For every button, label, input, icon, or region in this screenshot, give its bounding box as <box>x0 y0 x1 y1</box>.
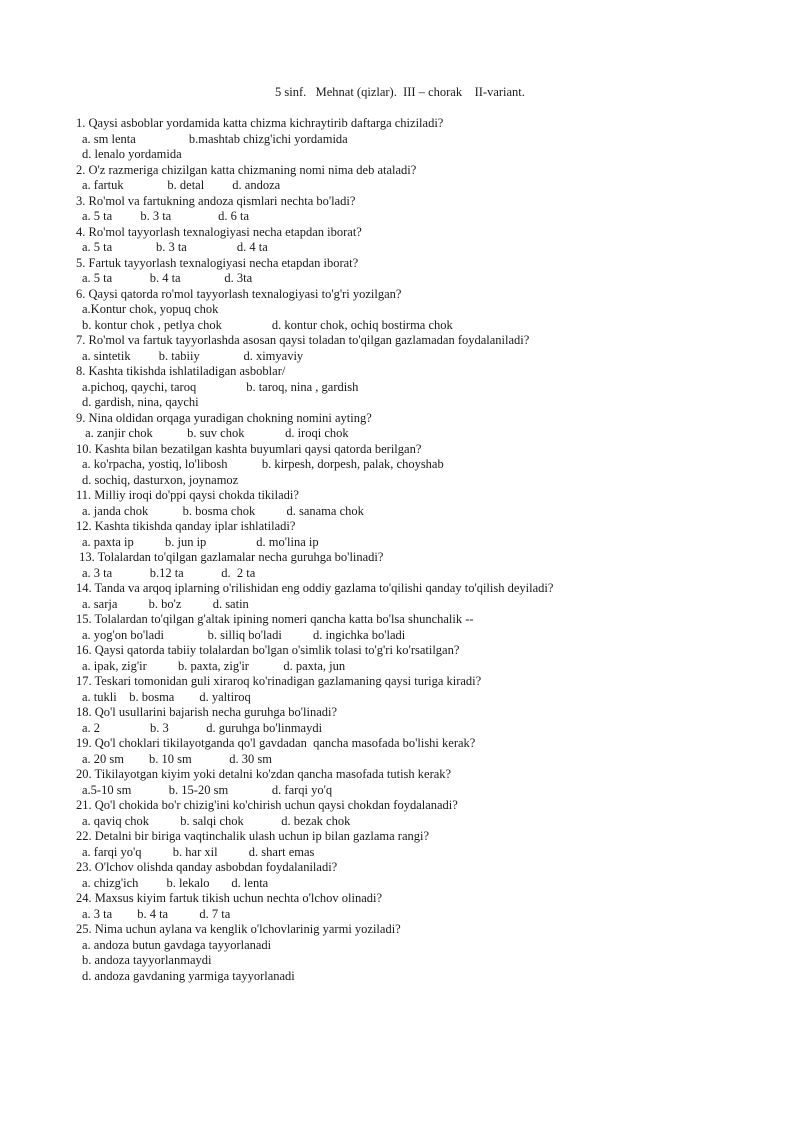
question-text: 21. Qo'l chokida bo'r chizig'ini ko'chirish uchun qaysi chokdan foydalanadi? <box>76 798 458 812</box>
question-text: 25. Nima uchun aylana va kenglik o'lchovlarinig yarmi yoziladi? <box>76 922 401 936</box>
question-text: 18. Qo'l usullarini bajarish necha guruhga bo'linadi? <box>76 705 338 719</box>
question-text: 3. Ro'mol va fartukning andoza qismlari nechta bo'ladi? <box>76 193 356 208</box>
answer-options: b. andoza tayyorlanmaydi <box>82 953 212 967</box>
answer-options: a. 5 ta b. 3 ta d. 4 ta <box>82 240 268 254</box>
answer-options: b. kontur chok , petlya chok d. kontur chok, ochiq bostirma chok <box>82 317 453 332</box>
answer-options: a. qaviq chok b. salqi chok d. bezak chok <box>82 813 351 828</box>
answer-options: d. gardish, nina, qaychi <box>82 395 199 409</box>
question-text: 10. Kashta bilan bezatilgan kashta buyumlari qaysi qatorda berilgan? <box>76 441 422 456</box>
answer-options: d. andoza gavdaning yarmiga tayyorlanadi <box>82 968 295 983</box>
answer-options: a. 3 ta b. 4 ta d. 7 ta <box>82 906 231 921</box>
answer-options: a. 20 sm b. 10 sm d. 30 sm <box>82 751 272 766</box>
answer-options: a. fartuk b. detal d. andoza <box>82 178 281 192</box>
answer-options: a. yog'on bo'ladi b. silliq bo'ladi d. ingichka bo'ladi <box>82 627 406 642</box>
answer-options: a. andoza butun gavdaga tayyorlanadi <box>82 937 272 952</box>
question-text: 16. Qaysi qatorda tabiiy tolalardan bo'lgan o'simlik tolasi to'g'ri ko'rsatilgan? <box>76 643 460 657</box>
answer-options: a. chizg'ich b. lekalo d. lenta <box>82 875 269 890</box>
question-text: 22. Detalni bir biriga vaqtinchalik ulash uchun ip bilan gazlama rangi? <box>76 829 430 843</box>
question-text: 1. Qaysi asboblar yordamida katta chizma kichraytirib daftarga chiziladi? <box>76 116 444 130</box>
answer-options: a. ipak, zig'ir b. paxta, zig'ir d. paxta, jun <box>82 658 346 673</box>
answer-options: a. zanjir chok b. suv chok d. iroqi chok <box>82 426 349 440</box>
answer-options: a. 5 ta b. 3 ta d. 6 ta <box>82 209 249 223</box>
question-text: 12. Kashta tikishda qanday iplar ishlatiladi? <box>76 519 296 533</box>
answer-options: a. ko'rpacha, yostiq, lo'libosh b. kirpesh, dorpesh, palak, choyshab <box>82 457 444 471</box>
answer-options: a. paxta ip b. jun ip d. mo'lina ip <box>82 534 319 549</box>
question-text: 6. Qaysi qatorda ro'mol tayyorlash texnalogiyasi to'g'ri yozilgan? <box>76 286 402 301</box>
answer-options: a. tukli b. bosma d. yaltiroq <box>82 689 251 704</box>
question-text: 20. Tikilayotgan kiyim yoki detalni ko'zdan qancha masofada tutish kerak? <box>76 767 452 781</box>
page-title: 5 sinf. Mehnat (qizlar). III – chorak II-variant. <box>275 85 525 99</box>
question-text: 8. Kashta tikishda ishlatiladigan asboblar/ <box>76 364 286 378</box>
answer-options: a. farqi yo'q b. har xil d. shart emas <box>82 844 315 859</box>
question-text: 24. Maxsus kiyim fartuk tikish uchun nechta o'lchov olinadi? <box>76 891 383 905</box>
question-text: 5. Fartuk tayyorlash texnalogiyasi necha etapdan iborat? <box>76 255 359 270</box>
question-text: 11. Milliy iroqi do'ppi qaysi chokda tikiladi? <box>76 488 299 502</box>
answer-options: a. 5 ta b. 4 ta d. 3ta <box>82 271 253 285</box>
question-text: 7. Ro'mol va fartuk tayyorlashda asosan qaysi toladan to'qilgan gazlamadan foydalaniladi? <box>76 333 530 347</box>
answer-options: a.Kontur chok, yopuq chok <box>82 302 219 316</box>
answer-options: a. sm lenta b.mashtab chizg'ichi yordamida <box>82 131 348 146</box>
answer-options: a. 2 b. 3 d. guruhga bo'linmaydi <box>82 720 323 735</box>
answer-options: a.5-10 sm b. 15-20 sm d. farqi yo'q <box>82 782 333 797</box>
answer-options: a. sarja b. bo'z d. satin <box>82 596 249 611</box>
question-text: 19. Qo'l choklari tikilayotganda qo'l gavdadan qancha masofada bo'lishi kerak? <box>76 736 476 750</box>
question-text: 15. Tolalardan to'qilgan g'altak ipining nomeri qancha katta bo'lsa shunchalik -- <box>76 612 474 626</box>
question-text: 17. Teskari tomonidan guli xiraroq ko'rinadigan gazlamaning qaysi turiga kiradi? <box>76 674 482 688</box>
question-text: 2. O'z razmeriga chizilgan katta chizmaning nomi nima deb ataladi? <box>76 162 417 177</box>
answer-options: a. janda chok b. bosma chok d. sanama chok <box>82 503 364 518</box>
answer-options: a. 3 ta b.12 ta d. 2 ta <box>82 565 256 580</box>
answer-options: a. sintetik b. tabiiy d. ximyaviy <box>82 348 304 363</box>
question-text: 4. Ro'mol tayyorlash texnalogiyasi necha etapdan iborat? <box>76 224 362 239</box>
question-text: 9. Nina oldidan orqaga yuradigan chokning nomini ayting? <box>76 410 372 425</box>
question-text: 13. Tolalardan to'qilgan gazlamalar necha guruhga bo'linadi? <box>76 550 384 564</box>
answer-options: a.pichoq, qaychi, taroq b. taroq, nina , gardish <box>82 379 359 394</box>
question-text: 23. O'lchov olishda qanday asbobdan foydalaniladi? <box>76 860 338 874</box>
question-text: 14. Tanda va arqoq iplarning o'rilishidan eng oddiy gazlama to'qilishi qanday to'qilish deyiladi? <box>76 581 554 595</box>
answer-options: d. sochiq, dasturxon, joynamoz <box>82 472 239 487</box>
answer-options: d. lenalo yordamida <box>82 147 182 161</box>
